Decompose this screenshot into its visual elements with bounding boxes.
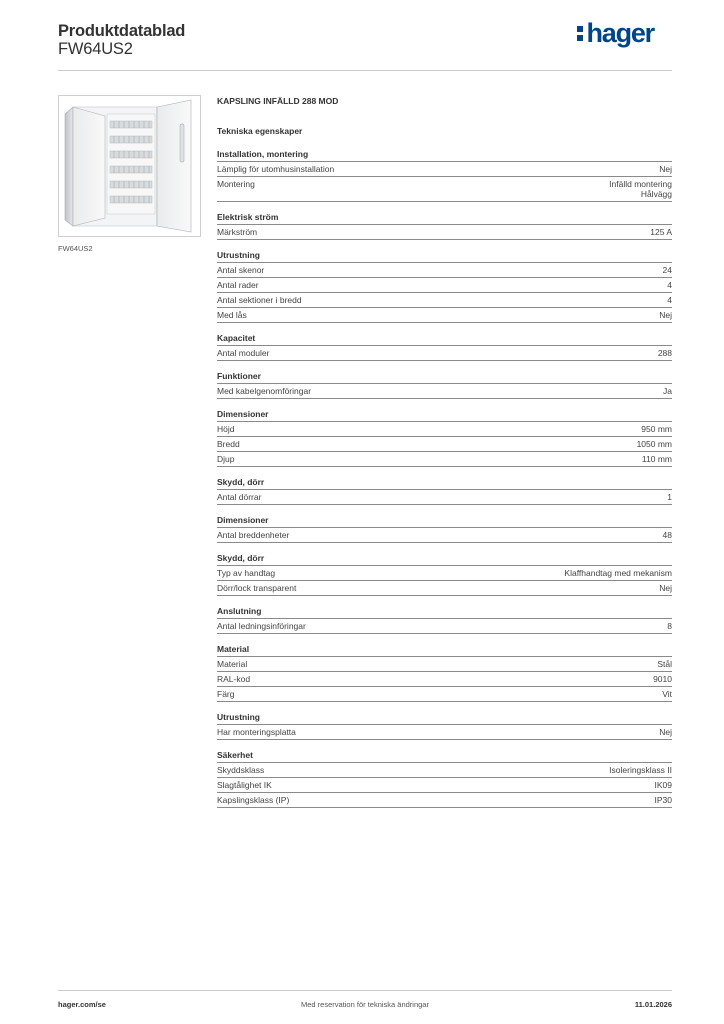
spec-group-equipment-2 — [217, 711, 672, 740]
section-title: Tekniska egenskaper — [217, 126, 303, 136]
footer-website: hager.com/se — [58, 1000, 106, 1009]
group-title: Anslutning — [217, 605, 672, 619]
spec-value: Klaffhandtag med mekanism — [564, 568, 672, 578]
footer-date: 11.01.2026 — [634, 1000, 672, 1009]
spec-label: Montering — [217, 179, 255, 189]
spec-label: Bredd — [217, 439, 240, 449]
spec-label: Typ av handtag — [217, 568, 276, 578]
spec-group-capacity — [217, 332, 672, 361]
group-title: Funktioner — [217, 370, 672, 384]
spec-row — [217, 763, 672, 778]
group-title: Dimensioner — [217, 514, 672, 528]
spec-group-equipment — [217, 249, 672, 323]
spec-label: Material — [217, 659, 248, 669]
spec-value: 9010 — [653, 674, 672, 684]
spec-value: 4 — [667, 295, 672, 305]
product-name: KAPSLING INFÄLLD 288 MOD — [217, 96, 339, 106]
product-code: FW64US2 — [58, 40, 133, 58]
spec-group-dimensions-2 — [217, 514, 672, 543]
spec-value: Vit — [662, 689, 672, 699]
page-footer — [58, 990, 672, 1017]
spec-group-installation — [217, 148, 672, 202]
spec-value: 288 — [657, 348, 672, 358]
group-title: Dimensioner — [217, 408, 672, 422]
spec-row — [217, 278, 672, 293]
spec-row — [217, 225, 672, 240]
spec-label: Antal dörrar — [217, 492, 262, 502]
logo-text: hager — [586, 18, 654, 48]
spec-group-protection-door — [217, 476, 672, 505]
product-image — [58, 95, 201, 237]
spec-label: Kapslingsklass (IP) — [217, 795, 290, 805]
spec-row — [217, 422, 672, 437]
spec-label: Antal breddenheter — [217, 530, 290, 540]
spec-label: Dörr/lock transparent — [217, 583, 297, 593]
image-caption: FW64US2 — [58, 244, 93, 253]
spec-row — [217, 162, 672, 177]
spec-label: Färg — [217, 689, 235, 699]
spec-group-material — [217, 643, 672, 702]
spec-group-electric — [217, 211, 672, 240]
spec-label: Skyddsklass — [217, 765, 265, 775]
spec-row — [217, 778, 672, 793]
spec-label: Antal moduler — [217, 348, 270, 358]
spec-row — [217, 687, 672, 702]
group-title: Utrustning — [217, 711, 672, 725]
spec-value: 24 — [662, 265, 672, 275]
spec-value: Nej — [659, 164, 672, 174]
spec-label: Antal ledningsinföringar — [217, 621, 306, 631]
spec-label: Märkström — [217, 227, 258, 237]
spec-value: Ja — [663, 386, 672, 396]
spec-value: 950 mm — [641, 424, 672, 434]
spec-value: 1050 mm — [636, 439, 672, 449]
logo-dots-icon — [576, 22, 585, 42]
spec-row — [217, 619, 672, 634]
hager-logo — [576, 18, 654, 49]
spec-row — [217, 490, 672, 505]
document-title: Produktdatablad — [58, 22, 186, 40]
spec-value: Nej — [659, 583, 672, 593]
spec-row — [217, 263, 672, 278]
spec-label: Antal sektioner i bredd — [217, 295, 302, 305]
spec-label: Djup — [217, 454, 235, 464]
spec-label: Slagtålighet IK — [217, 780, 272, 790]
spec-value: 1 — [667, 492, 672, 502]
spec-value: Hålvägg — [640, 189, 672, 199]
spec-row — [217, 793, 672, 808]
spec-label: Antal rader — [217, 280, 259, 290]
spec-value: 125 A — [650, 227, 672, 237]
spec-value: 110 mm — [641, 454, 672, 464]
spec-label: Har monteringsplatta — [217, 727, 296, 737]
spec-row — [217, 566, 672, 581]
spec-value-multiline — [609, 179, 672, 199]
spec-label: RAL-kod — [217, 674, 251, 684]
spec-group-connection — [217, 605, 672, 634]
spec-content — [217, 94, 672, 817]
spec-value: Infälld montering — [609, 179, 672, 189]
page-header — [58, 20, 672, 71]
spec-row — [217, 672, 672, 687]
spec-label: Antal skenor — [217, 265, 265, 275]
spec-value: 8 — [667, 621, 672, 631]
spec-row — [217, 725, 672, 740]
spec-row — [217, 452, 672, 467]
group-title: Utrustning — [217, 249, 672, 263]
spec-group-dimensions — [217, 408, 672, 467]
group-title: Installation, montering — [217, 148, 672, 162]
enclosure-illustration — [59, 96, 200, 236]
spec-group-safety — [217, 749, 672, 808]
spec-value: IP30 — [654, 795, 672, 805]
group-title: Material — [217, 643, 672, 657]
group-title: Kapacitet — [217, 332, 672, 346]
spec-group-protection-door-2 — [217, 552, 672, 596]
spec-row — [217, 581, 672, 596]
spec-value: Isoleringsklass II — [609, 765, 672, 775]
group-title: Skydd, dörr — [217, 552, 672, 566]
spec-group-functions — [217, 370, 672, 399]
spec-value: Stål — [657, 659, 672, 669]
group-title: Skydd, dörr — [217, 476, 672, 490]
spec-row — [217, 657, 672, 672]
spec-row — [217, 346, 672, 361]
spec-value: Nej — [659, 727, 672, 737]
spec-value: 48 — [662, 530, 672, 540]
spec-row — [217, 437, 672, 452]
spec-row — [217, 528, 672, 543]
spec-row — [217, 177, 672, 202]
group-title: Säkerhet — [217, 749, 672, 763]
spec-value: IK09 — [654, 780, 672, 790]
spec-value: Nej — [659, 310, 672, 320]
spec-row — [217, 308, 672, 323]
spec-row — [217, 293, 672, 308]
spec-label: Med lås — [217, 310, 247, 320]
spec-label: Med kabelgenomföringar — [217, 386, 312, 396]
spec-label: Höjd — [217, 424, 235, 434]
spec-value: 4 — [667, 280, 672, 290]
footer-disclaimer: Med reservation för tekniska ändringar — [301, 1000, 429, 1009]
spec-label: Lämplig för utomhusinstallation — [217, 164, 335, 174]
group-title: Elektrisk ström — [217, 211, 672, 225]
spec-row — [217, 384, 672, 399]
